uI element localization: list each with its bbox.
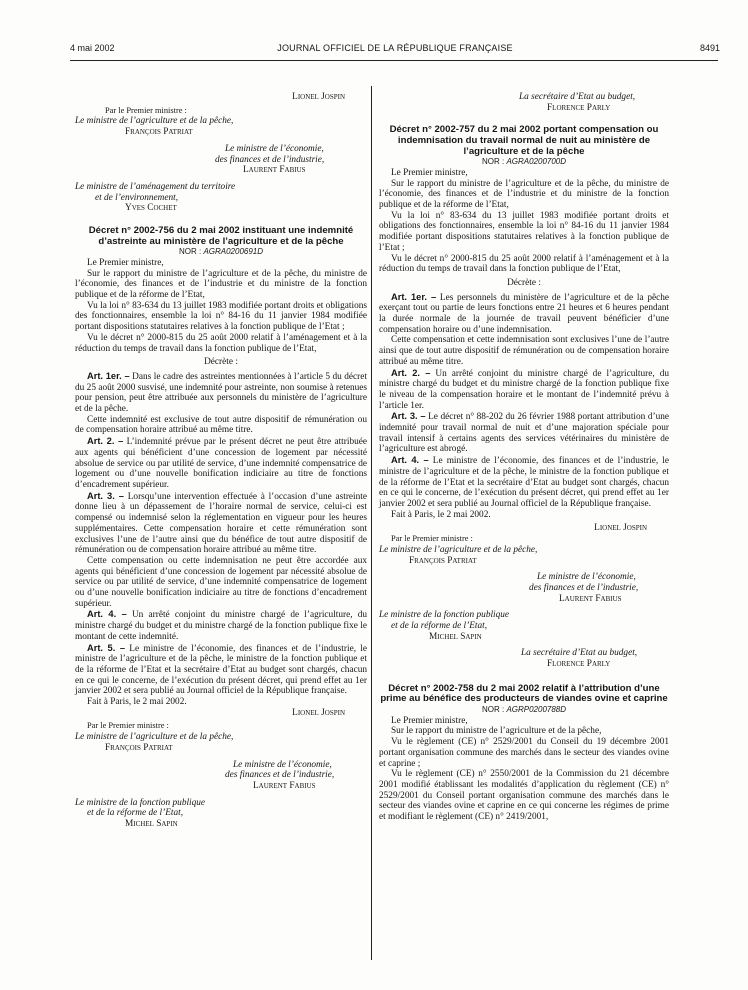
ministre-economie-1: Le ministre de l’économie, bbox=[225, 143, 324, 154]
ministre-fonction-publique-1: Le ministre de la fonction publique bbox=[75, 797, 206, 808]
signature-patriat: François Patriat bbox=[125, 127, 193, 138]
decree-758-title: Décret n° 2002-758 du 2 mai 2002 relatif à l’attribution d’une prime au bénéfice des producteurs de viandes ovine et caprine bbox=[380, 682, 668, 705]
ministre-economie-2: des finances et de l’industrie, bbox=[529, 582, 639, 593]
article-1: Art. 1er. – Les personnels du ministère de l’agriculture et de la pêche exerçant tout ou partie de leurs fonctions entre 21 heures et 6 heures pendant la durée normale de la journée de travail peuvent bénéficier d’une compensation horaire ou d’une indemnisation. bbox=[379, 291, 669, 335]
left-column bbox=[75, 92, 367, 830]
decree-757-nor: NOR : AGRA0200700D bbox=[481, 157, 567, 167]
paragraph: Le Premier ministre, bbox=[87, 257, 164, 268]
signature-sapin: Michel Sapin bbox=[125, 819, 178, 830]
signature-jospin: Lionel Jospin bbox=[594, 523, 647, 534]
signature-parly: Florence Parly bbox=[547, 102, 611, 113]
ministre-amenagement-1: Le ministre de l’aménagement du territoire bbox=[75, 181, 236, 192]
article-4: Art. 4. – Un arrêté conjoint du ministre chargé de l’agriculture, du ministre chargé du budget et du ministre chargé de la fonction publique fixe le montant de cette indemnité. bbox=[75, 609, 367, 642]
article-1: Art. 1er. – Dans le cadre des astreintes mentionnées à l’article 5 du décret du 25 août 2000 susvisé, une indemnité pour astreinte, non soumise à retenues pour pension, peut être attribuée aux personnels du ministère de l’agriculture et de la pêche. bbox=[75, 370, 367, 415]
article-2: Art. 2. – Un arrêté conjoint du ministre chargé de l’agriculture, du ministre chargé du budget et du ministre chargé de la fonction publique fixe le niveau de la compensation horaire et le montant de l’indemnité prévu à l’article 1er. bbox=[379, 367, 669, 411]
article-5: Art. 5. – Le ministre de l’économie, des finances et de l’industrie, le ministre de l’agriculture et de la pêche, le ministre de la fonction publique et de la réforme de l’Etat et la secrétaire d’Etat au budget sont chargés, chacun en ce qui le concerne, de l’exécution du présent décret, qui prend effet au 1er janvier 2002 et sera publié au Journal officiel de la République française. bbox=[75, 642, 367, 697]
ministre-fonction-publique-1: Le ministre de la fonction publique bbox=[379, 610, 510, 621]
paragraph: Vu le règlement (CE) n° 2550/2001 de la Commission du 21 décembre 2001 modifié établissant les modalités d’application du règlement (CE) n° 2529/2001 du Conseil portant organisation commune des marchés dans le secteur des viandes ovine et caprine en ce qui concerne les régimes de prime et modifiant le règlement (CE) n° 2419/2001, bbox=[379, 769, 669, 823]
decrete: Décrète : bbox=[204, 357, 238, 368]
signature-jospin: Lionel Jospin bbox=[292, 92, 345, 102]
decree-756-title: Décret n° 2002-756 du 2 mai 2002 instituant une indemnité d’astreinte au ministère de l’agriculture et de la pêche bbox=[88, 225, 354, 247]
signature-fabius: Laurent Fabius bbox=[253, 780, 316, 791]
par-premier-ministre: Par le Premier ministre : bbox=[391, 534, 473, 544]
article-4: Art. 4. – Le ministre de l’économie, des finances et de l’industrie, le ministre de l’agriculture et de la pêche, le ministre de la fonction publique et de la réforme de l’Etat et la secrétaire d’Etat au budget sont chargés, chacun en ce qui le concerne, de l’exécution du présent décret, qui prend effet au 1er janvier 2002 et sera publié au Journal officiel de la République française. bbox=[379, 455, 669, 509]
ministre-agriculture: Le ministre de l’agriculture et de la pêche, bbox=[379, 544, 538, 555]
ministre-economie-2: des finances et de l’industrie, bbox=[225, 770, 335, 781]
signature-jospin: Lionel Jospin bbox=[292, 707, 345, 718]
paragraph: Cette compensation ou cette indemnisation ne peut être accordée aux agents qui bénéficient d’une concession de logement par nécessité absolue de service ou par utilité de service, d’une indemnité compensatrice de logement ou d’une nouvelle bonification indiciaire au titre de fonctions d’encadrement supérieur. bbox=[75, 555, 367, 609]
ministre-amenagement-2: et de l’environnement, bbox=[95, 192, 179, 203]
fait-a-paris: Fait à Paris, le 2 mai 2002. bbox=[391, 509, 491, 520]
ministre-agriculture: Le ministre de l’agriculture et de la pêche, bbox=[75, 116, 234, 127]
paragraph: Le Premier ministre, bbox=[391, 715, 468, 726]
article-3: Art. 3. – Lorsqu’une intervention effectuée à l’occasion d’une astreinte donne lieu à un dépassement de l’horaire normal de service, celui-ci est compensé ou indemnisé selon la réglementation en vigueur pour les heures supplémentaires. Cette compensation horaire et cette rémunération sont exclusives l’une de l’autre ainsi que du bénéfice de tout autre dispositif de rémunération ou de compensation horaire attribué au même titre. bbox=[75, 490, 367, 556]
paragraph: Sur le rapport du ministre de l’agriculture et de la pêche, du ministre de l’économie, des finances et de l’industrie et du ministre de la fonction publique et de la réforme de l’Etat, bbox=[379, 178, 669, 210]
ministre-economie-2: des finances et de l’industrie, bbox=[215, 154, 325, 165]
paragraph: Sur le rapport du ministre de l’agriculture et de la pêche, bbox=[391, 726, 602, 737]
signature-sapin: Michel Sapin bbox=[429, 631, 482, 642]
paragraph: Sur le rapport du ministre de l’agriculture et de la pêche, du ministre de l’économie, des finances et de l’industrie et du ministre de la fonction publique et de la réforme de l’Etat, bbox=[75, 268, 367, 301]
ministre-economie-1: Le ministre de l’économie, bbox=[233, 759, 332, 770]
decree-757-title: Décret n° 2002-757 du 2 mai 2002 portant compensation ou indemnisation du travail normal de nuit au ministère de l’agriculture et de la pêche bbox=[389, 124, 659, 157]
secretaire-budget: La secrétaire d’Etat au budget, bbox=[521, 648, 638, 659]
par-premier-ministre: Par le Premier ministre : bbox=[105, 105, 187, 115]
paragraph: Cette indemnité est exclusive de tout autre dispositif de rémunération ou de compensation horaire attribué au même titre. bbox=[75, 414, 367, 436]
signature-patriat: François Patriat bbox=[409, 555, 477, 566]
paragraph: Le Premier ministre, bbox=[391, 167, 468, 178]
header-page-number: 8491 bbox=[699, 43, 720, 53]
paragraph: Vu la loi n° 83-634 du 13 juillet 1983 modifiée portant droits et obligations des fonctionnaires, ensemble la loi n° 84-16 du 11 janvier 1984 modifiée portant dispositions statutaires relatives à la fonction publique de l’Etat ; bbox=[75, 300, 367, 333]
paragraph: Vu le décret n° 2000-815 du 25 août 2000 relatif à l’aménagement et à la réduction du temps de travail dans la fonction publique de l’Etat, bbox=[379, 253, 669, 275]
signature-fabius: Laurent Fabius bbox=[559, 593, 622, 604]
ministre-fonction-publique-2: et de la réforme de l’Etat, bbox=[391, 621, 488, 632]
column-divider bbox=[371, 86, 372, 960]
signature-cochet: Yves Cochet bbox=[125, 203, 177, 214]
header-rule bbox=[70, 60, 718, 61]
header-date: 4 mai 2002 bbox=[70, 43, 115, 53]
article-3: Art. 3. – Le décret n° 88-202 du 26 février 1988 portant attribution d’une indemnité pour travail normal de nuit et d’une majoration spéciale pour travail intensif à certains agents des services vétérinaires du ministère de l’agriculture est abrogé. bbox=[379, 411, 670, 455]
paragraph: Vu le règlement (CE) n° 2529/2001 du Conseil du 19 décembre 2001 portant organisation commune des marchés dans le secteur des viandes ovine et caprine ; bbox=[379, 737, 669, 769]
page-header bbox=[70, 43, 720, 57]
secretaire-budget: La secrétaire d’Etat au budget, bbox=[519, 92, 636, 102]
header-journal-title: JOURNAL OFFICIEL DE LA RÉPUBLIQUE FRANÇAISE bbox=[277, 43, 513, 53]
signature-fabius: Laurent Fabius bbox=[243, 165, 306, 176]
ministre-fonction-publique-2: et de la réforme de l’Etat, bbox=[87, 808, 184, 819]
par-premier-ministre: Par le Premier ministre : bbox=[87, 721, 169, 731]
ministre-economie-1: Le ministre de l’économie, bbox=[537, 572, 636, 583]
paragraph: Vu le décret n° 2000-815 du 25 août 2000 relatif à l’aménagement et à la réduction du temps de travail dans la fonction publique de l’Etat, bbox=[75, 332, 367, 354]
paragraph: Cette compensation et cette indemnisation sont exclusives l’une de l’autre ainsi que de tout autre dispositif de rémunération ou de compensation horaire attribué au même titre. bbox=[379, 335, 669, 367]
decree-758-nor: NOR : AGRP0200788D bbox=[481, 705, 567, 715]
paragraph: Vu la loi n° 83-634 du 13 juillet 1983 modifiée portant droits et obligations des fonctionnaires, ensemble la loi n° 84-16 du 11 janvier 1984 modifiée portant dispositions statutaires relatives à la fonction publique de l’Etat ; bbox=[379, 210, 669, 253]
decrete: Décrète : bbox=[507, 277, 541, 288]
fait-a-paris: Fait à Paris, le 2 mai 2002. bbox=[87, 697, 187, 708]
right-column bbox=[379, 92, 669, 823]
signature-patriat: François Patriat bbox=[105, 742, 173, 753]
decree-756-nor: NOR : AGRA0200691D bbox=[178, 247, 264, 257]
signature-parly: Florence Parly bbox=[547, 659, 611, 670]
ministre-agriculture: Le ministre de l’agriculture et de la pêche, bbox=[75, 732, 234, 743]
article-2: Art. 2. – L’indemnité prévue par le présent décret ne peut être attribuée aux agents qui bénéficient d’une concession de logement par nécessité absolue de service ou par utilité de service, d’une indemnité compensatrice de logement ou d’une nouvelle bonification indiciaire au titre de fonctions d’encadrement supérieur. bbox=[75, 436, 367, 490]
